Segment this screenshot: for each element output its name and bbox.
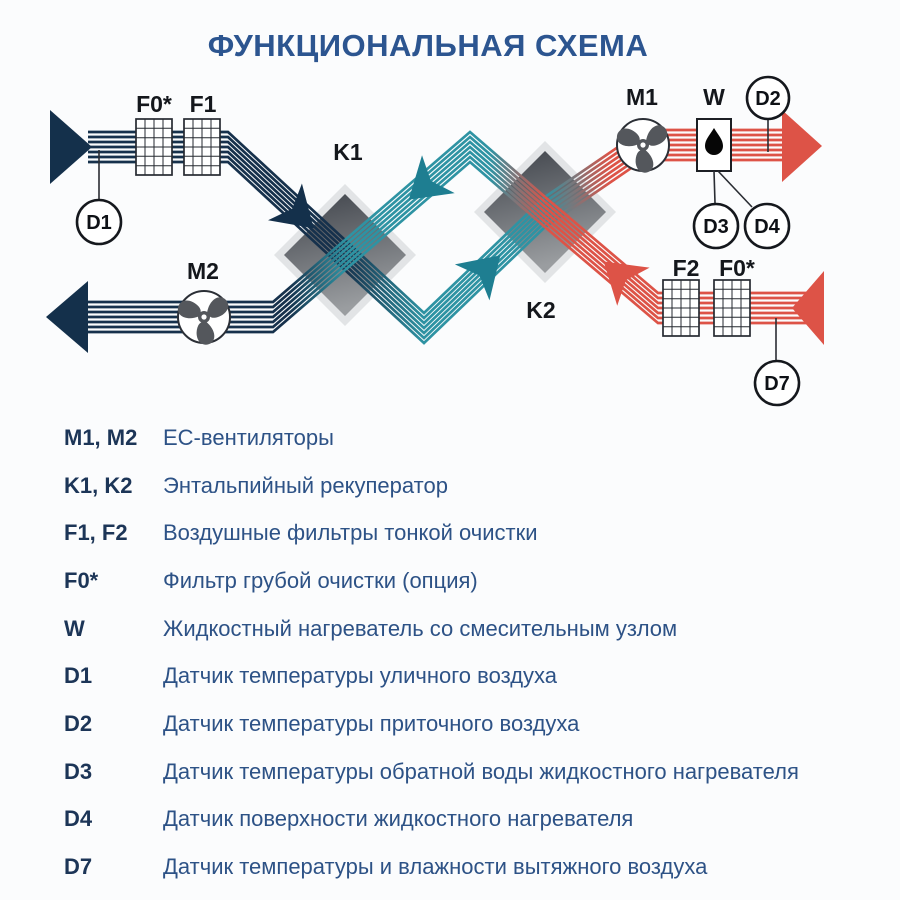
- sensor-d7: [755, 361, 799, 405]
- legend-row: [64, 663, 558, 688]
- legend-desc: Воздушные фильтры тонкой очистки: [163, 520, 538, 545]
- filter-f1: [184, 119, 220, 175]
- label-f0-supply: F0*: [136, 91, 172, 117]
- legend-row: [64, 568, 478, 593]
- legend-desc: Датчик температуры обратной воды жидкостного нагревателя: [163, 759, 799, 784]
- legend-desc: Энтальпийный рекуператор: [163, 473, 448, 498]
- label-f0-extract: F0*: [719, 255, 755, 281]
- legend-key: D1: [64, 663, 93, 688]
- d4-connector: [718, 171, 752, 207]
- legend-desc: Фильтр грубой очистки (опция): [163, 568, 478, 593]
- label-w: W: [703, 84, 725, 110]
- label-m2: M2: [187, 258, 219, 284]
- label-f2: F2: [672, 255, 700, 281]
- sensor-d3: [694, 204, 738, 248]
- legend-row: [64, 616, 677, 641]
- legend-desc: Датчик температуры уличного воздуха: [163, 663, 558, 688]
- sensor-d1: [77, 200, 121, 244]
- filter-f0-supply: [136, 119, 172, 175]
- fan-m1-icon: [614, 119, 669, 176]
- sensor-d2-label: D2: [755, 88, 781, 110]
- street-intake-arrow-icon: [50, 110, 92, 184]
- legend-row: [64, 473, 448, 498]
- filter-f0-extract: [714, 280, 750, 336]
- legend-row: [64, 759, 799, 784]
- label-f1: F1: [189, 91, 217, 117]
- legend-key: D2: [64, 711, 93, 736]
- legend-key: D3: [64, 759, 93, 784]
- filter-f2: [663, 280, 699, 336]
- exhaust-out-arrow-icon: [46, 281, 88, 353]
- legend-key: D7: [64, 854, 93, 879]
- legend-row: [64, 854, 708, 879]
- extract-from-room-arrow-icon: [792, 271, 824, 345]
- sensor-d4: [745, 204, 789, 248]
- legend-key: W: [64, 616, 85, 641]
- legend: [64, 425, 799, 879]
- legend-desc: Датчик поверхности жидкостного нагревателя: [163, 806, 634, 831]
- page-title: ФУНКЦИОНАЛЬНАЯ СХЕМА: [207, 28, 649, 63]
- legend-key: K1, K2: [64, 473, 133, 498]
- label-k1: K1: [333, 139, 363, 165]
- sensor-d3-label: D3: [703, 216, 729, 238]
- legend-key: F1, F2: [64, 520, 128, 545]
- legend-key: D4: [64, 806, 93, 831]
- legend-desc: Жидкостный нагреватель со смесительным узлом: [163, 616, 678, 641]
- legend-desc: Датчик температуры приточного воздуха: [163, 711, 580, 736]
- water-heater-w: [697, 119, 731, 171]
- legend-key: M1, M2: [64, 425, 138, 450]
- sensor-d7-label: D7: [764, 373, 790, 395]
- fan-m2-icon: [175, 291, 230, 348]
- legend-desc: EC-вентиляторы: [163, 425, 334, 450]
- supply-to-room-arrow-icon: [782, 110, 822, 182]
- sensor-d4-label: D4: [754, 216, 780, 238]
- sensor-d1-label: D1: [86, 212, 112, 234]
- label-m1: M1: [626, 84, 658, 110]
- legend-row: [64, 806, 633, 831]
- d3-connector: [714, 171, 715, 203]
- label-k2: K2: [526, 297, 556, 323]
- legend-row: [64, 520, 537, 545]
- legend-key: F0*: [64, 568, 99, 593]
- legend-row: [64, 711, 580, 736]
- legend-desc: Датчик температуры и влажности вытяжного воздуха: [163, 854, 708, 879]
- legend-row: [64, 425, 334, 450]
- sensor-d2: [747, 77, 789, 119]
